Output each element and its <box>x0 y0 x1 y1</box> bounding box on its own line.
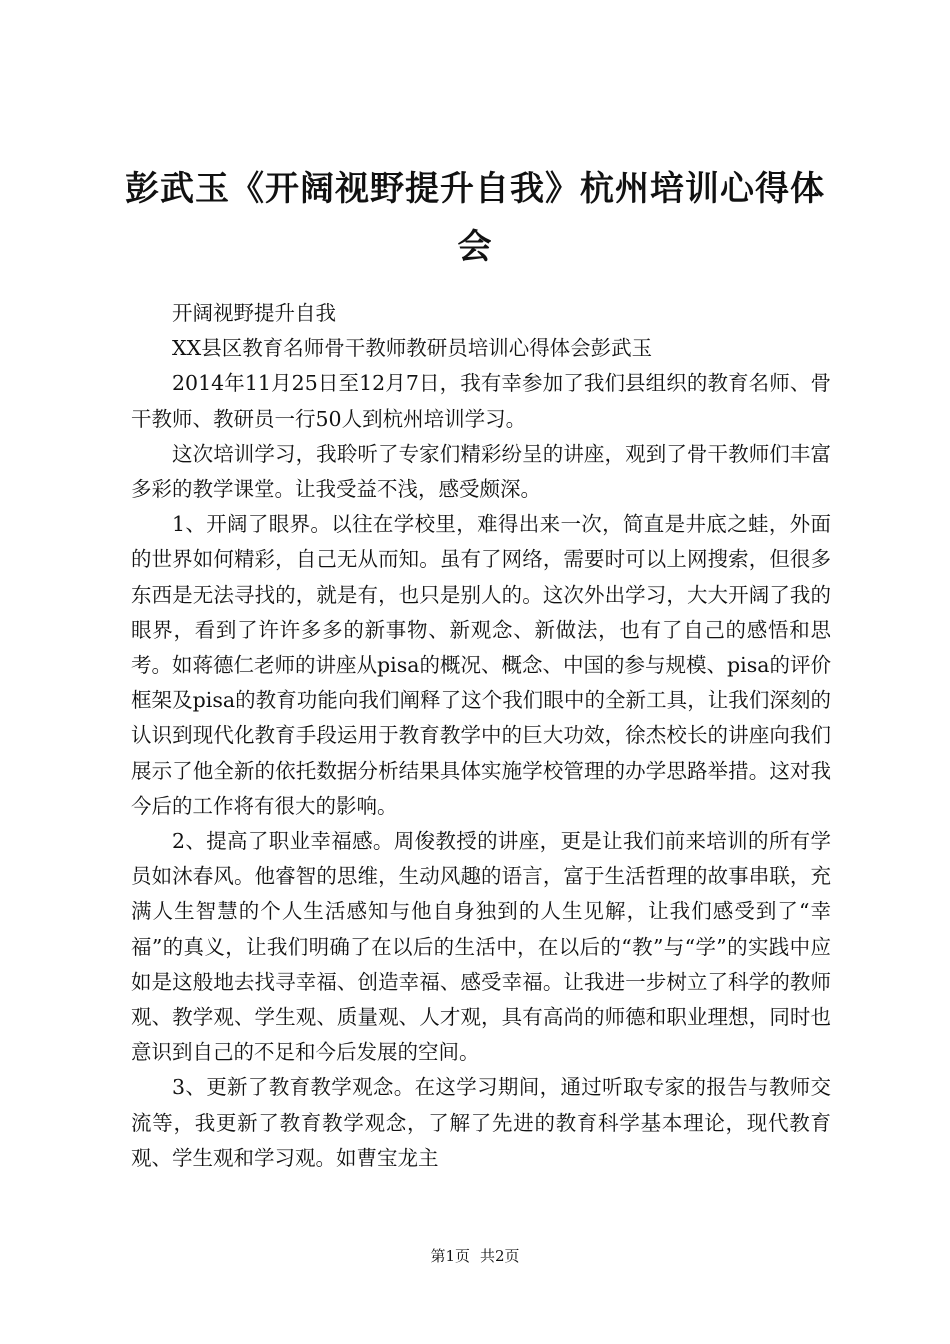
document-title: 彭武玉《开阔视野提升自我》杭州培训心得体会 <box>125 169 825 267</box>
page-number: 第1页 <box>430 1247 470 1265</box>
document-body <box>131 296 831 1176</box>
paragraph: 1、开阔了眼界。以往在学校里，难得出来一次，简直是井底之蛙，外面的世界如何精彩，自己无从而知。虽有了网络，需要时可以上网搜索，但很多东西是无法寻找的，就是有，也只是别人的。这次外出学习，大大开阔了我的眼界，看到了许许多多的新事物、新观念、新做法，也有了自己的感悟和思考。如蒋德仁老师的讲座从pisa的概况、概念、中国的参与规模、pisa的评价框架及pisa的教育功能向我们阐释了这个我们眼中的全新工具，让我们深刻的认识到现代化教育手段运用于教育教学中的巨大功效，徐杰校长的讲座向我们展示了他全新的依托数据分析结果具体实施学校管理的办学思路举措。这对我今后的工作将有很大的影响。 <box>131 512 831 818</box>
paragraph: 3、更新了教育教学观念。在这学习期间，通过听取专家的报告与教师交流等，我更新了教育教学观念，了解了先进的教育科学基本理论，现代教育观、学生观和学习观。如曹宝龙主 <box>131 1075 831 1170</box>
paragraph: 这次培训学习，我聆听了专家们精彩纷呈的讲座，观到了骨干教师们丰富多彩的教学课堂。让我受益不浅，感受颇深。 <box>131 441 831 502</box>
page-total: 共2页 <box>480 1247 520 1265</box>
paragraph: 2、提高了职业幸福感。周俊教授的讲座，更是让我们前来培训的所有学员如沐春风。他睿智的思维，生动风趣的语言，富于生活哲理的故事串联，充满人生智慧的个人生活感知与他自身独到的人生见解，让我们感受到了“幸福”的真义，让我们明确了在以后的生活中，在以后的“教”与“学”的实践中应如是这般地去找寻幸福、创造幸福、感受幸福。让我进一步树立了科学的教师观、教学观、学生观、质量观、人才观，具有高尚的师德和职业理想，同时也意识到自己的不足和今后发展的空间。 <box>131 829 831 1065</box>
paragraph: 2014年11月25日至12月7日，我有幸参加了我们县组织的教育名师、骨干教师、教研员一行50人到杭州培训学习。 <box>131 371 831 431</box>
paragraph-heading: 开阔视野提升自我 <box>172 301 336 325</box>
page-footer <box>0 1246 950 1266</box>
paragraph-subtitle: XX县区教育名师骨干教师教研员培训心得体会彭武玉 <box>172 336 653 361</box>
